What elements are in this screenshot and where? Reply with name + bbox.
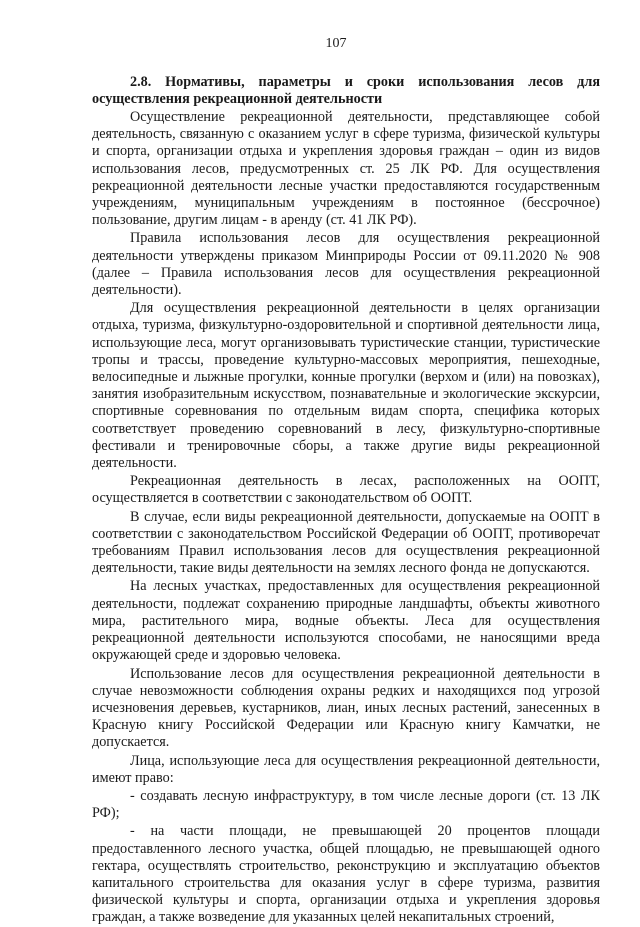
list-item-construction: - на части площади, не превышающей 20 процентов площади предоставленного лесного участка, общей площадью, не превышающей одного гектара, осуществлять строительство, реконструкцию и эксплуатацию объектов капитального строительства для оказания услуг в сфере туризма, развития физической культуры и спорта, организации отдыха и укрепления здоровья граждан, а также возведение для указанных целей некапитальных строений, [92, 823, 600, 926]
paragraph-oopt: Рекреационная деятельность в лесах, расположенных на ООПТ, осуществляется в соответствии с законодательством об ООПТ. [92, 473, 600, 507]
section-heading: 2.8. Нормативы, параметры и сроки использования лесов для осуществления рекреационной деятельности [92, 74, 600, 107]
paragraph-definition: Осуществление рекреационной деятельности, представляющее собой деятельность, связанную с оказанием услуг в сфере туризма, физической культуры и спорта, организации отдыха и укрепления здоровья граждан – один из видов использования лесов, предусмотренных ст. 25 ЛК РФ. Для осуществления рекреационной деятельности лесные участки предоставляются государственным учреждениям, муниципальным учреждениям в постоянное (бессрочное) пользование, другим лицам - в аренду (ст. 41 ЛК РФ). [92, 109, 600, 229]
paragraph-red-book: Использование лесов для осуществления рекреационной деятельности в случае невозможности соблюдения охраны редких и находящихся под угрозой исчезновения деревьев, кустарников, лиан, иных лесных растений, занесенных в Красную книгу Российской Федерации или Красную книгу Камчатки, не допускается. [92, 665, 600, 751]
paragraph-preservation: На лесных участках, предоставленных для осуществления рекреационной деятельности, подлежат сохранению природные ландшафты, объекты животного мира, растительного мира, водные объекты. Леса для осуществления рекреационной деятельности используются способами, не наносящими вреда окружающей среде и здоровью человека. [92, 578, 600, 664]
paragraph-oopt-conflict: В случае, если виды рекреационной деятельности, допускаемые на ООПТ в соответствии с законодательством Российской Федерации об ООПТ, противоречат требованиям Правил использования лесов для осуществления рекреационной деятельности, такие виды деятельности на землях лесного фонда не допускаются. [92, 508, 600, 577]
page-number: 107 [325, 36, 347, 51]
paragraph-activities: Для осуществления рекреационной деятельности в целях организации отдыха, туризма, физкультурно-оздоровительной и спортивной деятельности лица, использующие леса, могут организовывать туристические станции, туристические тропы и трассы, проведение культурно-массовых мероприятия, пешеходные, велосипедные и лыжные прогулки, конные прогулки (верхом и (или) на повозках), занятия изобразительным искусством, познавательные и экологические экскурсии, спортивные соревнования по отдельным видам спорта, специфика которых соответствует проведению соревнований в лесу, физкультурно-спортивные фестивали и тренировочные сборы, а также другие виды рекреационной деятельности. [92, 300, 600, 472]
paragraph-rules: Правила использования лесов для осуществления рекреационной деятельности утверждены приказом Минприроды России от 09.11.2020 № 908 (далее – Правила использования лесов для осуществления рекреационной деятельности). [92, 230, 600, 299]
paragraph-rights-intro: Лица, использующие леса для осуществления рекреационной деятельности, имеют право: [92, 752, 600, 786]
list-item-infrastructure: - создавать лесную инфраструктуру, в том числе лесные дороги (ст. 13 ЛК РФ); [92, 787, 600, 822]
